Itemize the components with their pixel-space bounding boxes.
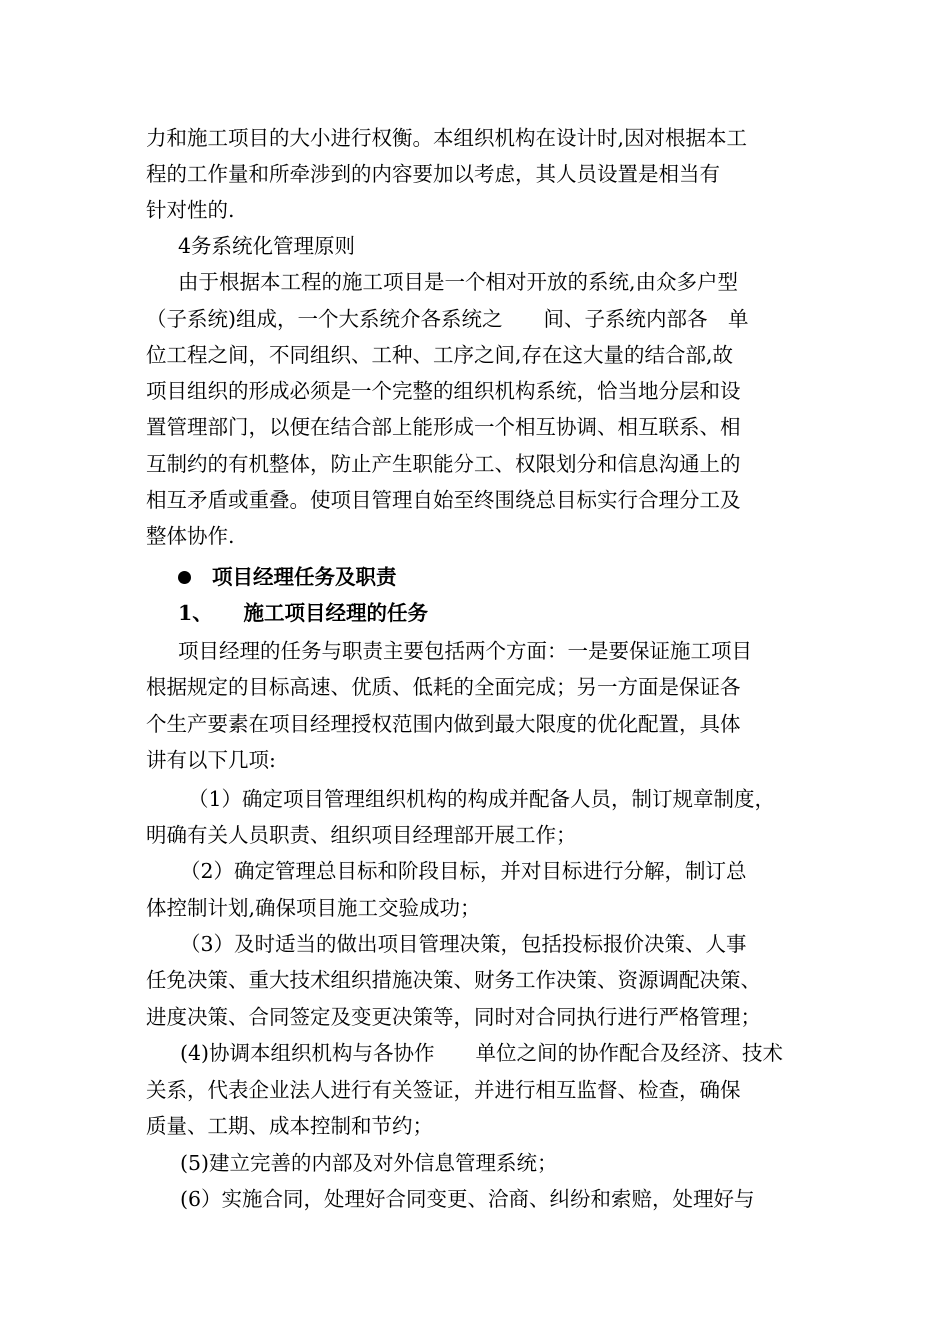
text-line: 互制约的有机整体，防止产生职能分工、权限划分和信息沟通上的 [146,452,741,476]
subsection-heading: 1、 施工项目经理的任务 [178,601,429,625]
text-line: 置管理部门，以便在结合部上能形成一个相互协调、相互联系、相 [146,415,741,439]
list-item: (6）实施合同，处理好合同变更、洽商、纠纷和索赔，处理好与 [180,1187,755,1211]
text-line: 明确有关人员职责、组织项目经理部开展工作； [146,823,577,847]
text-line: 关系，代表企业法人进行有关签证，并进行相互监督、检查，确保 [146,1078,741,1102]
text-line: 个生产要素在项目经理授权范围内做到最大限度的优化配置，具体 [146,712,741,736]
text-line: 由于根据本工程的施工项目是一个相对开放的系统,由众多户型 [178,270,739,294]
text-line: 根据规定的目标高速、优质、低耗的全面完成；另一方面是保证各 [146,675,741,699]
section-heading: 项目经理任务及职责 [212,565,397,589]
list-item: （3）及时适当的做出项目管理决策，包括投标报价决策、人事 [180,932,747,956]
text-line: 项目经理的任务与职责主要包括两个方面：一是要保证施工项目 [178,639,752,663]
text-line: 项目组织的形成必须是一个完整的组织机构系统，恰当地分层和设 [146,379,741,403]
section-heading: 4务系统化管理原则 [178,234,356,258]
text-line: 整体协作. [146,524,235,548]
text-line: 体控制计划,确保项目施工交验成功； [146,896,481,920]
list-item: (4)协调本组织机构与各协作 单位之间的协作配合及经济、技术 [180,1041,784,1065]
text-line: 针对性的. [146,198,235,222]
text-line: 任免决策、重大技术组织措施决策、财务工作决策、资源调配决策、 [146,968,761,992]
text-line: 进度决策、合同签定及变更决策等，同时对合同执行进行严格管理； [146,1005,761,1029]
list-item: (5)建立完善的内部及对外信息管理系统； [180,1151,558,1175]
text-line: 位工程之间，不同组织、工种、工序之间,存在这大量的结合部,故 [146,343,734,367]
bullet-icon [178,571,191,584]
text-line: 讲有以下几项: [146,748,276,772]
text-line: 质量、工期、成本控制和节约； [146,1114,433,1138]
text-line: 程的工作量和所牵涉到的内容要加以考虑，其人员设置是相当有 [146,162,720,186]
text-line: （子系统)组成，一个大系统介各系统之 间、子系统内部各 单 [146,307,749,331]
list-item: （1）确定项目管理组织机构的构成并配备人员，制订规章制度， [188,787,776,811]
text-line: 力和施工项目的大小进行权衡。本组织机构在设计时,因对根据本工 [146,126,748,150]
list-item: （2）确定管理总目标和阶段目标，并对目标进行分解，制订总 [180,859,747,883]
text-line: 相互矛盾或重叠。使项目管理自始至终围绕总目标实行合理分工及 [146,488,741,512]
